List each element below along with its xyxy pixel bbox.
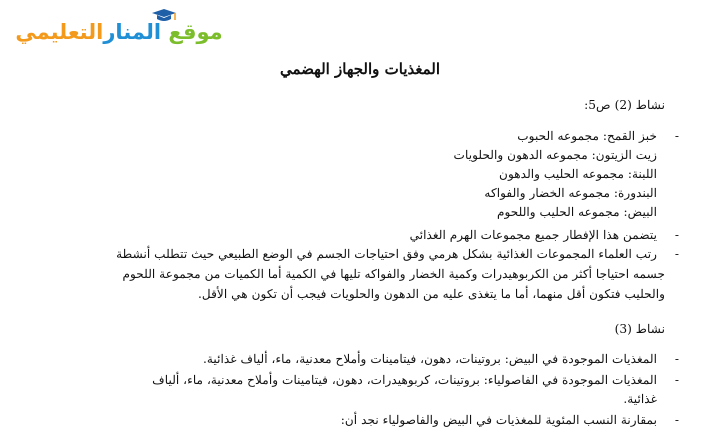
list-item: خبز القمح: مجموعه الحبوب <box>517 129 657 143</box>
logo-word-edu: التعليمي <box>15 20 104 44</box>
bullet-dash: - <box>674 129 679 143</box>
list-item: اللبنة: مجموعه الحليب والدهون <box>499 167 657 181</box>
list-item: المغذيات الموجودة في البيض: بروتينات، دهون، فيتامينات وأملاح معدنية، ماء، ألياف غذائية. <box>203 352 657 366</box>
activity-3-heading: نشاط (3) <box>614 322 665 336</box>
list-item: البندورة: مجموعه الخضار والفواكه <box>484 186 657 200</box>
logo-word-name: المنار <box>103 20 162 44</box>
comparison-statement <box>12 411 679 431</box>
food-groups-list <box>12 127 679 227</box>
page-title: المغذيات والجهاز الهضمي <box>279 60 441 78</box>
beans-nutrients <box>12 371 679 411</box>
pyramid-explanation <box>12 245 679 305</box>
pyramid-statement <box>12 226 679 246</box>
document-body <box>12 0 679 442</box>
paragraph-line: جسمه احتياجا أكثر من الكربوهيدرات وكمية الخضار والفواكه تليها في الكمية أما الكميات من مجموعة اللحوم <box>122 267 665 281</box>
bullet-dash: - <box>674 413 679 427</box>
bullet-dash: - <box>674 352 679 366</box>
logo-word-site: موقع <box>168 20 223 44</box>
list-item: المغذيات الموجودة في الفاصولياء: بروتينات، كربوهيدرات، دهون، فيتامينات وأملاح معدنية، ماء، ألياف <box>152 373 657 387</box>
egg-nutrients <box>12 350 679 370</box>
bullet-dash: - <box>674 247 679 261</box>
list-item: البيض: مجموعه الحليب واللحوم <box>496 205 657 219</box>
list-item-continuation: غذائية. <box>623 392 657 406</box>
list-item: بمقارنة النسب المئوية للمغذيات في البيض والفاصولياء نجد أن: <box>340 413 657 427</box>
bullet-dash: - <box>674 228 679 242</box>
activity-2-heading: نشاط (2) ص5: <box>584 98 665 112</box>
paragraph-line: رتب العلماء المجموعات الغذائية بشكل هرمي وفق احتياجات الجسم في الوضع الطبيعي حيث تتطلب أنشطة <box>116 247 657 261</box>
list-item: زيت الزيتون: مجموعه الدهون والحلويات <box>453 148 657 162</box>
bullet-dash: - <box>674 373 679 387</box>
list-item: يتضمن هذا الإفطار جميع مجموعات الهرم الغذائي <box>409 228 657 242</box>
paragraph-line: والحليب فتكون أقل منهما، أما ما يتغذى عليه من الدهون والحلويات فيجب أن تكون هي الأقل. <box>198 287 665 301</box>
